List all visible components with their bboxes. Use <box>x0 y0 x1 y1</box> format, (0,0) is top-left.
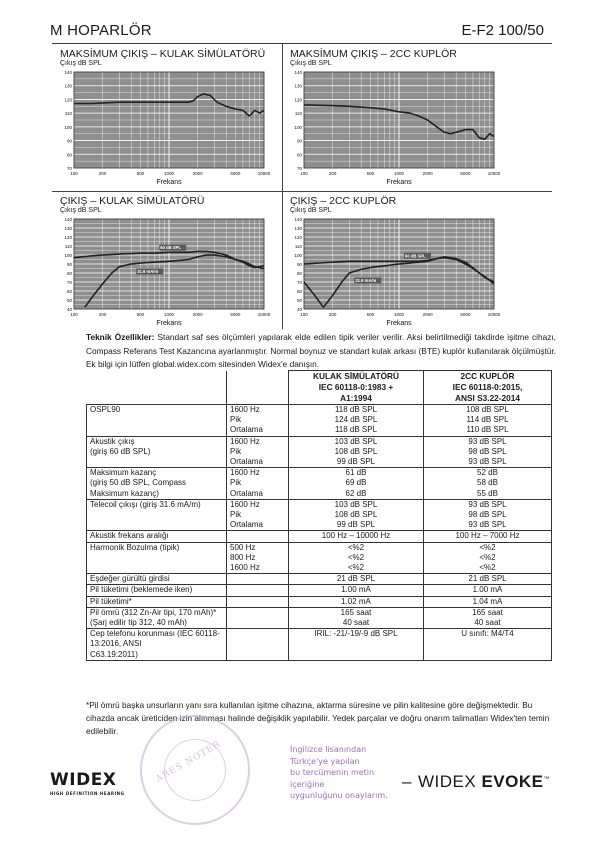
row-frequency-line: 800 Hz <box>230 552 256 562</box>
y-tick-label: 40 <box>296 307 302 312</box>
y-tick-label: 80 <box>66 152 72 158</box>
row-label <box>87 574 227 585</box>
y-tick-label: 40 <box>66 307 72 312</box>
x-tick-label: 2000 <box>422 171 433 176</box>
table-row <box>87 596 552 607</box>
chart-title: MAKSİMUM ÇIKIŞ – 2CC KUPLÖR <box>290 48 457 60</box>
brand-dash: – <box>402 772 412 791</box>
ear-simulator-value-line: 62 dB <box>345 488 367 498</box>
widex-logo <box>50 770 125 796</box>
chart-title: ÇIKIŞ – 2CC KUPLÖR <box>290 195 397 207</box>
ear-simulator-value-line: 100 Hz – 10000 Hz <box>321 531 391 541</box>
y-tick-label: 90 <box>296 138 302 144</box>
row-label-line: OSPL90 <box>90 405 121 414</box>
ear-simulator-value <box>289 468 424 500</box>
header-line: IEC 60118-0:2015, <box>452 382 523 392</box>
spec-note-text: Standart saf ses ölçümleri yapılarak elde edilen tipik veriler verilir. Aksi belirtilmediği takdirde işitme cihazı, Compass Referans Test Kazancına ayarlanmıştır. Normal boynuz ve standart kulak arkası (BTE) kuplör kullanılarak ölçülmüştür. Ek bilgi için lütfen global.widex.com sitesinden Widex'e danışın. <box>86 332 556 370</box>
y-tick-label: 110 <box>294 111 302 117</box>
row-label <box>87 607 227 628</box>
model-number: E-F2 100/50 <box>461 22 544 39</box>
coupler-value-line: 55 dB <box>477 488 498 498</box>
chart-max-output-2cc-coupler <box>290 48 500 190</box>
coupler-value <box>424 542 552 574</box>
row-label-line: (Şarj edilir tip 312, 40 mAh) <box>90 618 187 628</box>
x-tick-label: 100 <box>300 312 308 317</box>
row-frequency-line: Pik <box>230 446 242 456</box>
coupler-value-line: 93 dB SPL <box>468 499 507 509</box>
row-frequency <box>227 436 289 468</box>
coupler-value-line: 1.04 mA <box>472 596 503 606</box>
ear-simulator-value-line: 165 saat <box>340 607 372 617</box>
row-frequency <box>227 585 289 596</box>
x-tick-label: 5000 <box>230 171 241 176</box>
row-frequency <box>227 574 289 585</box>
y-tick-label: 100 <box>64 253 72 258</box>
y-tick-label: 70 <box>66 166 72 171</box>
row-frequency <box>227 607 289 628</box>
ear-simulator-value-line: 61 dB <box>345 468 367 478</box>
x-tick-label: 500 <box>136 171 145 176</box>
chart-ylabel: Çıkış dB SPL <box>290 60 332 67</box>
y-tick-label: 50 <box>66 298 72 303</box>
y-tick-label: 140 <box>294 70 302 75</box>
coupler-value-line: 114 dB SPL <box>466 415 509 425</box>
x-tick-label: 10000 <box>487 312 500 317</box>
coupler-value-line: 93 dB SPL <box>468 436 507 446</box>
chart-ylabel: Çıkış dB SPL <box>60 60 102 67</box>
ear-simulator-value <box>289 499 424 531</box>
chart-divider-vertical <box>282 44 283 329</box>
y-tick-label: 120 <box>64 97 72 103</box>
x-axis-label: Frekans <box>386 320 412 327</box>
chart-plot <box>290 70 500 188</box>
ear-simulator-value-line: 108 dB SPL <box>334 446 378 456</box>
coupler-value-line: <%2 <box>479 563 496 573</box>
y-tick-label: 130 <box>294 83 302 89</box>
x-tick-label: 100 <box>300 171 308 176</box>
table-row <box>87 499 552 531</box>
x-axis-label: Frekans <box>156 320 182 327</box>
ear-simulator-value-line: 103 dB SPL <box>334 499 378 509</box>
coupler-value <box>424 607 552 628</box>
y-tick-label: 50 <box>296 298 302 303</box>
row-label-line: Akustik çıkış <box>90 436 135 446</box>
coupler-value-line: 108 dB SPL <box>466 405 509 414</box>
header-line: ANSI S3.22-2014 <box>454 393 521 403</box>
y-tick-label: 140 <box>64 70 72 75</box>
row-frequency-line: Ortalama <box>230 488 263 498</box>
ear-simulator-value-line: 1.00 mA <box>341 585 371 595</box>
ear-simulator-value <box>289 436 424 468</box>
x-tick-label: 100 <box>70 171 78 176</box>
y-tick-label: 80 <box>296 152 302 158</box>
x-axis-label: Frekans <box>156 179 182 186</box>
y-tick-label: 100 <box>294 124 302 130</box>
widex-logo-text: WIDEX <box>50 770 117 790</box>
x-tick-label: 1000 <box>163 312 175 317</box>
y-tick-label: 110 <box>64 111 72 117</box>
row-label-line: (giriş 50 dB SPL, Compass <box>90 478 187 488</box>
ear-simulator-value-line: 99 dB SPL <box>336 520 376 530</box>
row-label-line: Maksimum kazanç <box>90 468 157 478</box>
widex-tagline: HIGH DEFINITION HEARING <box>50 791 125 796</box>
x-axis-label: Frekans <box>386 179 412 186</box>
row-frequency <box>227 405 289 437</box>
table-row <box>87 574 552 585</box>
y-tick-label: 140 <box>64 217 72 222</box>
row-frequency <box>227 468 289 500</box>
coupler-value <box>424 468 552 500</box>
header-ear-simulator <box>289 371 424 405</box>
chart-plot <box>60 217 270 329</box>
ear-simulator-value <box>289 405 424 437</box>
y-tick-label: 130 <box>64 83 72 89</box>
coupler-value-line: 93 dB SPL <box>468 457 507 467</box>
widex-evoke-brand <box>402 772 550 792</box>
y-tick-label: 60 <box>296 289 302 294</box>
ear-simulator-value-line: <%2 <box>347 552 365 562</box>
ear-simulator-value <box>289 596 424 607</box>
x-tick-label: 500 <box>136 312 145 317</box>
header-line: IEC 60118-0:1983 + <box>318 382 394 392</box>
row-frequency-line: Pik <box>230 510 242 520</box>
row-frequency <box>227 499 289 531</box>
y-tick-label: 70 <box>296 280 302 285</box>
ear-simulator-value-line: 1.02 mA <box>341 596 371 606</box>
x-tick-label: 100 <box>70 312 78 317</box>
coupler-value-line: 52 dB <box>477 468 498 478</box>
spec-table <box>86 370 552 661</box>
table-row <box>87 405 552 437</box>
row-label-line: Cep telefonu korunması (IEC 60118-13:2016, ANSI <box>90 629 220 649</box>
row-label <box>87 405 227 437</box>
chart-title: ÇIKIŞ – KULAK SİMÜLATÖRÜ <box>60 195 205 207</box>
coupler-value <box>424 531 552 542</box>
coupler-value-line: 100 Hz – 7000 Hz <box>455 531 520 541</box>
stamp-text: ARES NOTER <box>154 739 224 785</box>
row-frequency-line: 1600 Hz <box>230 405 260 414</box>
ear-simulator-value <box>289 629 424 661</box>
spec-table-header <box>87 371 552 405</box>
page-header-title: M HOPARLÖR <box>50 22 152 39</box>
chart-ylabel: Çıkış dB SPL <box>60 207 102 214</box>
coupler-value <box>424 585 552 596</box>
y-tick-label: 140 <box>294 217 302 222</box>
header-line: KULAK SİMÜLATÖRÜ <box>312 371 400 381</box>
chart-plot <box>60 70 270 188</box>
table-row <box>87 542 552 574</box>
ear-simulator-value <box>289 607 424 628</box>
ear-simulator-value-line: 103 dB SPL <box>334 436 378 446</box>
y-tick-label: 130 <box>64 226 72 231</box>
header-blank <box>87 371 227 405</box>
row-label <box>87 531 227 542</box>
row-frequency-line: Ortalama <box>230 457 263 467</box>
ear-simulator-value <box>289 542 424 574</box>
ear-simulator-value-line: 21 dB SPL <box>336 574 376 584</box>
coupler-value-line: 21 dB SPL <box>468 574 507 584</box>
row-label <box>87 585 227 596</box>
coupler-value-line: 40 saat <box>474 618 501 628</box>
x-tick-label: 10000 <box>257 312 270 317</box>
row-label <box>87 468 227 500</box>
x-tick-label: 500 <box>366 312 375 317</box>
x-tick-label: 500 <box>366 171 375 176</box>
y-tick-label: 70 <box>66 280 72 285</box>
x-tick-label: 1000 <box>163 171 175 176</box>
series-annotation: 31.6 mA/m <box>355 278 377 283</box>
series-annotation: 31.6 mA/m <box>137 269 159 274</box>
ear-simulator-value <box>289 585 424 596</box>
x-tick-label: 2000 <box>192 171 203 176</box>
translator-line: uygunluğunu onaylarım. <box>290 791 388 800</box>
ear-simulator-value-line: 118 dB SPL <box>334 405 378 414</box>
notary-stamp <box>140 715 250 825</box>
header-rule <box>52 43 552 44</box>
y-tick-label: 90 <box>66 138 72 144</box>
y-tick-label: 90 <box>296 262 302 267</box>
y-tick-label: 110 <box>64 244 72 249</box>
ear-simulator-value-line: 124 dB SPL <box>334 415 378 425</box>
row-frequency-line: 1600 Hz <box>230 563 260 573</box>
table-row <box>87 629 552 661</box>
coupler-value <box>424 436 552 468</box>
header-line: A1:1994 <box>340 393 372 403</box>
header-2cc-coupler <box>424 371 552 405</box>
x-tick-label: 1000 <box>393 171 405 176</box>
coupler-value <box>424 574 552 585</box>
coupler-value-line: <%2 <box>479 552 496 562</box>
row-label <box>87 596 227 607</box>
series-annotation: 60 dB SPL <box>405 253 426 259</box>
brand-trademark: ™ <box>543 776 550 783</box>
coupler-value <box>424 405 552 437</box>
y-tick-label: 130 <box>294 226 302 231</box>
x-tick-label: 5000 <box>460 312 471 317</box>
coupler-value-line: U sınıfı: M4/T4 <box>461 629 514 639</box>
header-line: 2CC KUPLÖR <box>460 371 515 381</box>
row-frequency <box>227 531 289 542</box>
brand-evoke: EVOKE <box>481 772 544 791</box>
coupler-value-line: 110 dB SPL <box>466 425 509 435</box>
x-tick-label: 200 <box>328 171 337 176</box>
y-tick-label: 120 <box>64 235 72 240</box>
coupler-value-line: 1.00 mA <box>472 585 503 595</box>
table-row <box>87 436 552 468</box>
chart-divider-horizontal <box>52 191 552 192</box>
row-label-line: Pil ömrü (312 Zn-Air tipi, 170 mAh)* <box>90 607 217 617</box>
ear-simulator-value-line: 69 dB <box>345 478 367 488</box>
ear-simulator-value-line: 99 dB SPL <box>336 457 376 467</box>
x-tick-label: 2000 <box>422 312 433 317</box>
row-label <box>87 499 227 531</box>
ear-simulator-value-line: <%2 <box>347 542 365 552</box>
row-label-line: Pil tüketimi* <box>90 596 132 606</box>
coupler-value-line: <%2 <box>479 542 496 552</box>
ear-simulator-value-line: 40 saat <box>342 618 370 628</box>
table-row <box>87 468 552 500</box>
ear-simulator-value <box>289 574 424 585</box>
row-frequency <box>227 629 289 661</box>
y-tick-label: 60 <box>66 289 72 294</box>
x-tick-label: 200 <box>98 312 107 317</box>
x-tick-label: 10000 <box>257 171 270 176</box>
coupler-value-line: 98 dB SPL <box>468 446 507 456</box>
coupler-value-line: 165 saat <box>472 607 503 617</box>
footnote: *Pil ömrü başka unsurların yanı sıra kullanılan işitme cihazına, aktarma süresine ve pilin kalitesine göre değişmektedir. Bu cihazda ancak üreticiden izin alınması halinde değişiklik yapılabilir. Yedek parçalar ve doğru onarım talimatları Widex'ten temin edilebilir. <box>86 700 550 736</box>
table-row <box>87 607 552 628</box>
y-tick-label: 80 <box>66 271 72 276</box>
row-label <box>87 436 227 468</box>
y-tick-label: 70 <box>296 166 302 171</box>
table-row <box>87 585 552 596</box>
coupler-value <box>424 596 552 607</box>
y-tick-label: 90 <box>66 262 72 267</box>
row-frequency <box>227 596 289 607</box>
technical-specs-note <box>86 331 556 372</box>
x-tick-label: 5000 <box>230 312 241 317</box>
row-label-line: Pil tüketimi (beklemede iken) <box>90 585 193 595</box>
chart-output-2cc-coupler <box>290 195 500 329</box>
coupler-value-line: 98 dB SPL <box>468 510 507 520</box>
row-frequency-line: 1600 Hz <box>230 499 260 509</box>
coupler-value <box>424 499 552 531</box>
ear-simulator-value-line: <%2 <box>347 563 365 573</box>
row-frequency-line: 1600 Hz <box>230 468 260 478</box>
y-tick-label: 120 <box>294 235 302 240</box>
y-tick-label: 80 <box>296 271 302 276</box>
x-tick-label: 200 <box>328 312 337 317</box>
row-label-line: (giriş 60 dB SPL) <box>90 446 151 456</box>
ear-simulator-value-line: 118 dB SPL <box>334 425 378 435</box>
row-frequency-line: Pik <box>230 478 242 488</box>
y-tick-label: 100 <box>64 124 72 130</box>
chart-plot <box>290 217 500 329</box>
brand-widex: WIDEX <box>418 772 477 791</box>
coupler-value <box>424 629 552 661</box>
row-frequency-line: 1600 Hz <box>230 436 260 446</box>
translator-line: bu tercümenin metin içeriğine <box>290 768 375 789</box>
y-tick-label: 120 <box>294 97 302 103</box>
x-tick-label: 5000 <box>460 171 471 176</box>
header-blank <box>227 371 289 405</box>
translator-line: Türkçe'ye yapılan <box>290 756 360 766</box>
row-label <box>87 629 227 661</box>
row-label-line: Eşdeğer gürültü girdisi <box>90 574 170 584</box>
coupler-value-line: 93 dB SPL <box>468 520 507 530</box>
row-label-line: Telecoil çıkışı (giriş 31.6 mA/m) <box>90 499 201 509</box>
y-tick-label: 100 <box>294 253 302 258</box>
x-tick-label: 200 <box>98 171 107 176</box>
ear-simulator-value-line: 108 dB SPL <box>334 510 378 520</box>
row-frequency-line: Ortalama <box>230 520 263 530</box>
row-frequency <box>227 542 289 574</box>
x-tick-label: 10000 <box>487 171 500 176</box>
row-frequency-line: 500 Hz <box>230 542 256 552</box>
row-frequency-line: Ortalama <box>230 425 263 435</box>
series-annotation: 60 dB SPL <box>160 245 182 251</box>
row-label-line: Akustik frekans aralığı <box>90 531 169 541</box>
ear-simulator-value <box>289 531 424 542</box>
translator-line: İngilizce lisanından <box>290 745 367 754</box>
y-tick-label: 110 <box>294 244 302 249</box>
chart-title: MAKSİMUM ÇIKIŞ – KULAK SİMÜLATÖRÜ <box>60 48 266 60</box>
coupler-value-line: 58 dB <box>477 478 498 488</box>
spec-note-heading: Teknik Özellikler: <box>86 332 155 342</box>
x-tick-label: 1000 <box>393 312 405 317</box>
ear-simulator-value-line: IRIL: -21/-19/-9 dB SPL <box>314 629 398 639</box>
chart-output-ear-simulator <box>60 195 270 329</box>
chart-ylabel: Çıkış dB SPL <box>290 207 332 214</box>
row-label <box>87 542 227 574</box>
chart-max-output-ear-simulator <box>60 48 270 190</box>
x-tick-label: 2000 <box>192 312 203 317</box>
table-row <box>87 531 552 542</box>
row-frequency-line: Pik <box>230 415 242 425</box>
translator-certification <box>290 744 410 802</box>
row-label-line: Maksimum kazanç) <box>90 488 159 498</box>
row-label-line: Harmonik Bozulma (tipik) <box>90 542 180 552</box>
row-label-line: C63.19:2011) <box>90 649 138 659</box>
